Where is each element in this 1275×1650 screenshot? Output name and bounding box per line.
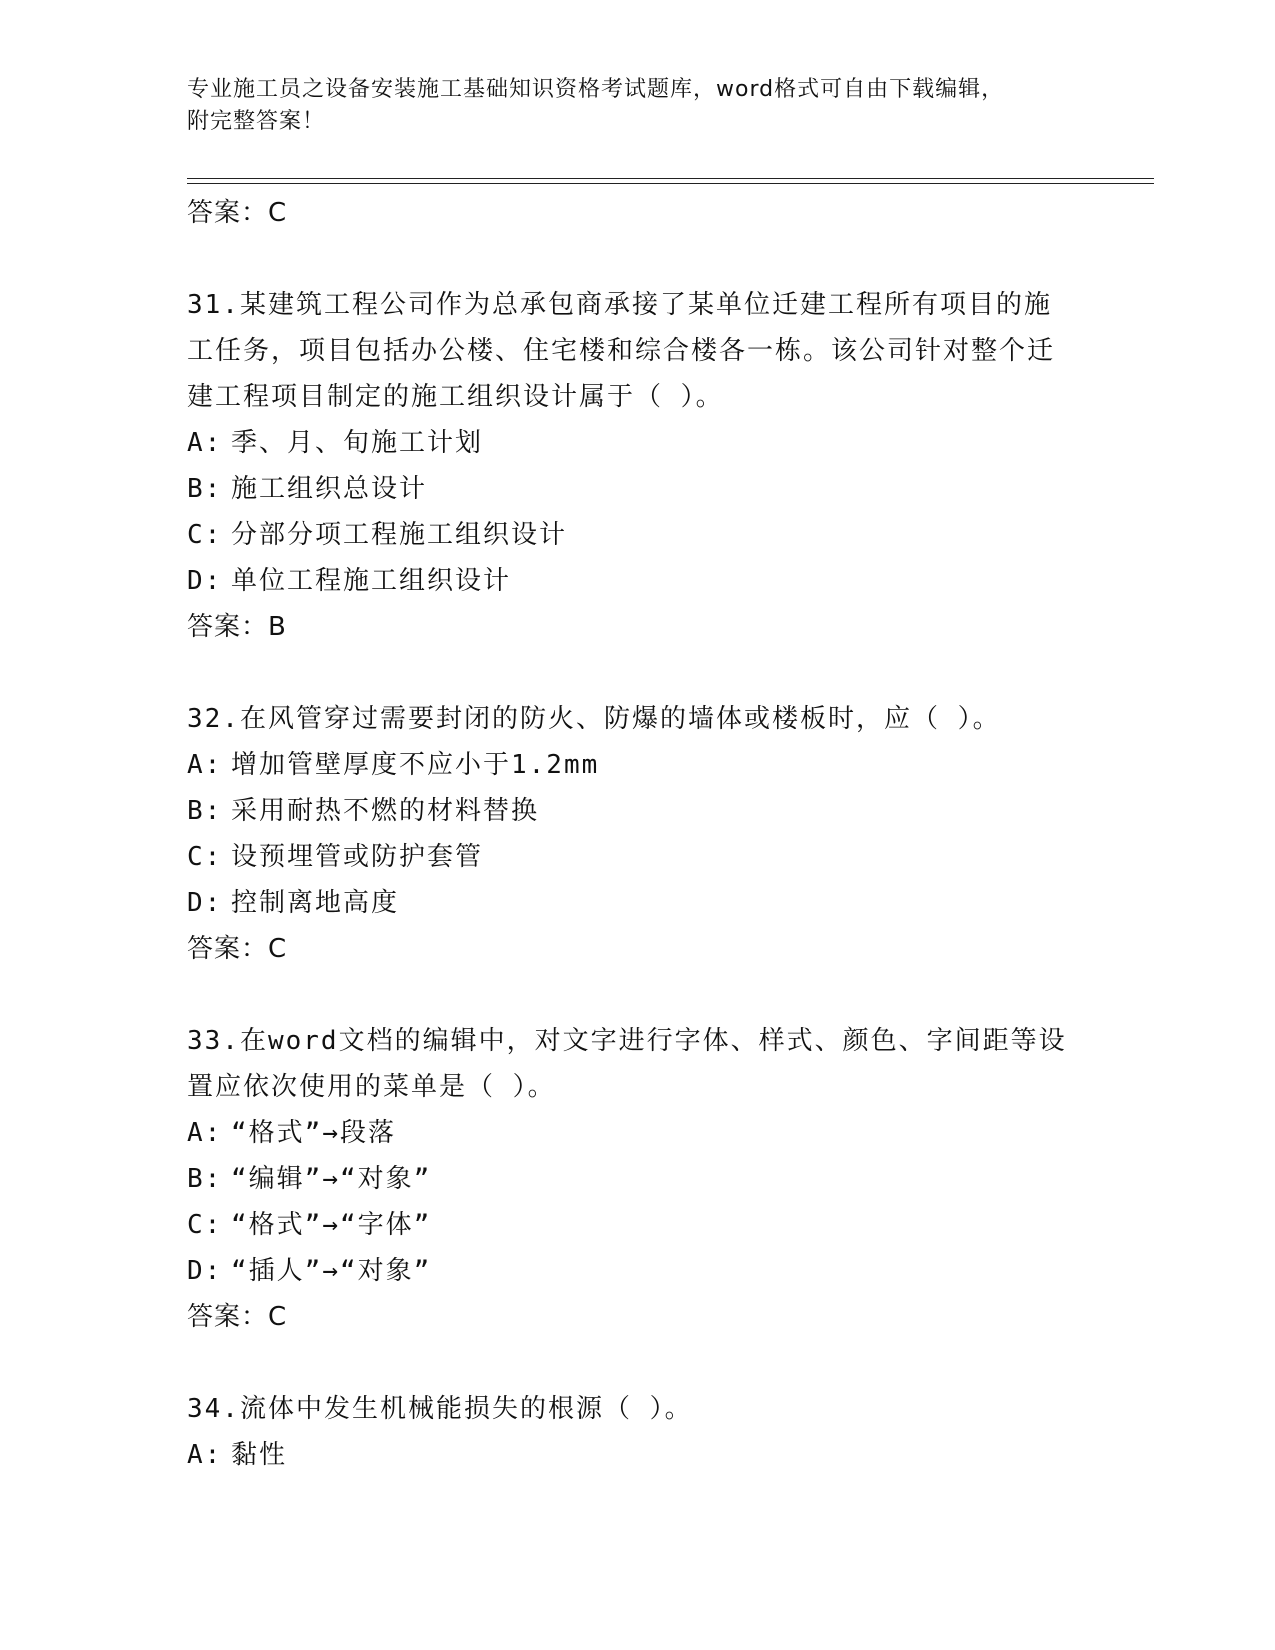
option-c bbox=[187, 512, 1087, 558]
question-31 bbox=[187, 282, 1087, 650]
option-text: 增加管壁厚度不应小于1.2mm bbox=[231, 750, 600, 780]
option-text: 单位工程施工组织设计 bbox=[231, 566, 512, 596]
option-letter: C: bbox=[187, 1210, 223, 1240]
answer-line: 答案：B bbox=[187, 612, 287, 642]
option-a bbox=[187, 742, 1087, 788]
option-text: “格式”→段落 bbox=[231, 1118, 396, 1148]
document-header bbox=[187, 74, 1087, 138]
option-d bbox=[187, 1248, 1087, 1294]
question-34 bbox=[187, 1386, 1087, 1478]
option-b bbox=[187, 1156, 1087, 1202]
option-a bbox=[187, 1110, 1087, 1156]
header-line-2: 附完整答案！ bbox=[187, 109, 326, 134]
option-text: 季、月、旬施工计划 bbox=[231, 428, 484, 458]
question-32 bbox=[187, 696, 1087, 972]
option-letter: C: bbox=[187, 520, 223, 550]
option-text: 控制离地高度 bbox=[231, 888, 400, 918]
question-stem: 33.在word文档的编辑中，对文字进行字体、样式、颜色、字间距等设置应依次使用的菜单是（ ）。 bbox=[187, 1026, 1067, 1102]
option-letter: B: bbox=[187, 796, 223, 826]
option-d bbox=[187, 880, 1087, 926]
option-letter: A: bbox=[187, 428, 223, 458]
header-line-1: 专业施工员之设备安装施工基础知识资格考试题库，word格式可自由下载编辑， bbox=[187, 77, 1005, 102]
option-letter: A: bbox=[187, 1118, 223, 1148]
option-b bbox=[187, 466, 1087, 512]
option-letter: A: bbox=[187, 1440, 223, 1470]
option-text: “插人”→“对象” bbox=[231, 1256, 432, 1286]
option-text: 黏性 bbox=[231, 1440, 288, 1470]
option-c bbox=[187, 1202, 1087, 1248]
question-list bbox=[187, 190, 1087, 1478]
option-text: 设预埋管或防护套管 bbox=[231, 842, 484, 872]
option-a bbox=[187, 1432, 1087, 1478]
question-stem: 31.某建筑工程公司作为总承包商承接了某单位迁建工程所有项目的施工任务，项目包括办公楼、住宅楼和综合楼各一栋。该公司针对整个迁建工程项目制定的施工组织设计属于（ ）。 bbox=[187, 290, 1056, 412]
option-text: “编辑”→“对象” bbox=[231, 1164, 432, 1194]
header-rule-top bbox=[187, 178, 1154, 179]
question-stem: 34.流体中发生机械能损失的根源（ ）。 bbox=[187, 1394, 693, 1424]
option-b bbox=[187, 788, 1087, 834]
option-text: 采用耐热不燃的材料替换 bbox=[231, 796, 540, 826]
option-a bbox=[187, 420, 1087, 466]
question-33 bbox=[187, 1018, 1087, 1340]
option-text: “格式”→“字体” bbox=[231, 1210, 432, 1240]
answer-line: 答案：C bbox=[187, 1302, 288, 1332]
answer-line: 答案：C bbox=[187, 198, 288, 228]
option-d bbox=[187, 558, 1087, 604]
option-c bbox=[187, 834, 1087, 880]
option-letter: A: bbox=[187, 750, 223, 780]
option-letter: C: bbox=[187, 842, 223, 872]
option-letter: B: bbox=[187, 1164, 223, 1194]
option-text: 施工组织总设计 bbox=[231, 474, 428, 504]
answer-line: 答案：C bbox=[187, 934, 288, 964]
option-letter: B: bbox=[187, 474, 223, 504]
option-letter: D: bbox=[187, 1256, 223, 1286]
option-letter: D: bbox=[187, 566, 223, 596]
question-stem: 32.在风管穿过需要封闭的防火、防爆的墙体或楼板时，应（ ）。 bbox=[187, 704, 1001, 734]
header-rule-bottom bbox=[187, 183, 1154, 184]
option-text: 分部分项工程施工组织设计 bbox=[231, 520, 568, 550]
option-letter: D: bbox=[187, 888, 223, 918]
